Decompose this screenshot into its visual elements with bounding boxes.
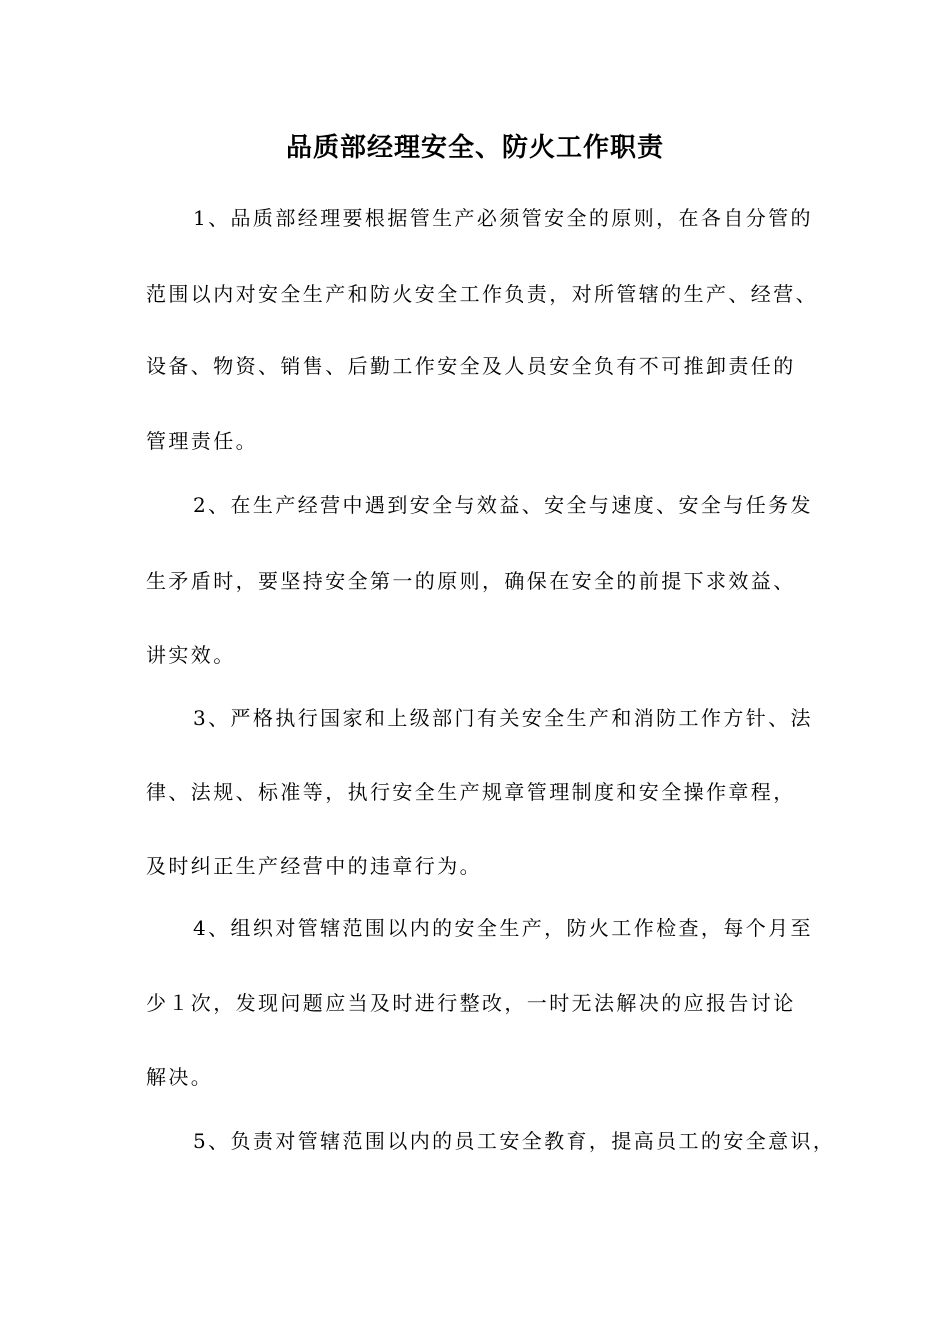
item-3-line-2: 律、法规、标准等，执行安全生产规章管理制度和安全操作章程， (146, 780, 796, 804)
item-4-line-1: 4、组织对管辖范围以内的安全生产，防火工作检查，每个月至 (193, 916, 813, 940)
item-1-line-4: 管理责任。 (146, 429, 258, 453)
item-2-line-1: 2、在生产经营中遇到安全与效益、安全与速度、安全与任务发 (193, 493, 813, 517)
item-5-line-1: 5、负责对管辖范围以内的员工安全教育，提高员工的安全意识， (193, 1129, 836, 1153)
document-title: 品质部经理安全、防火工作职责 (285, 133, 664, 163)
item-1-line-2: 范围以内对安全生产和防火安全工作负责，对所管辖的生产、经营、 (146, 282, 818, 306)
item-2-line-2: 生矛盾时，要坚持安全第一的原则，确保在安全的前提下求效益、 (146, 569, 796, 593)
item-3-line-3: 及时纠正生产经营中的违章行为。 (146, 854, 482, 878)
item-4-line-2: 少１次，发现问题应当及时进行整改，一时无法解决的应报告讨论 (146, 991, 796, 1015)
item-1-line-1: 1、品质部经理要根据管生产必须管安全的原则，在各自分管的 (193, 206, 813, 230)
item-1-line-3: 设备、物资、销售、后勤工作安全及人员安全负有不可推卸责任的 (146, 354, 796, 378)
item-2-line-3: 讲实效。 (146, 643, 236, 667)
item-4-line-3: 解决。 (146, 1065, 214, 1089)
item-3-line-1: 3、严格执行国家和上级部门有关安全生产和消防工作方针、法 (193, 706, 813, 730)
